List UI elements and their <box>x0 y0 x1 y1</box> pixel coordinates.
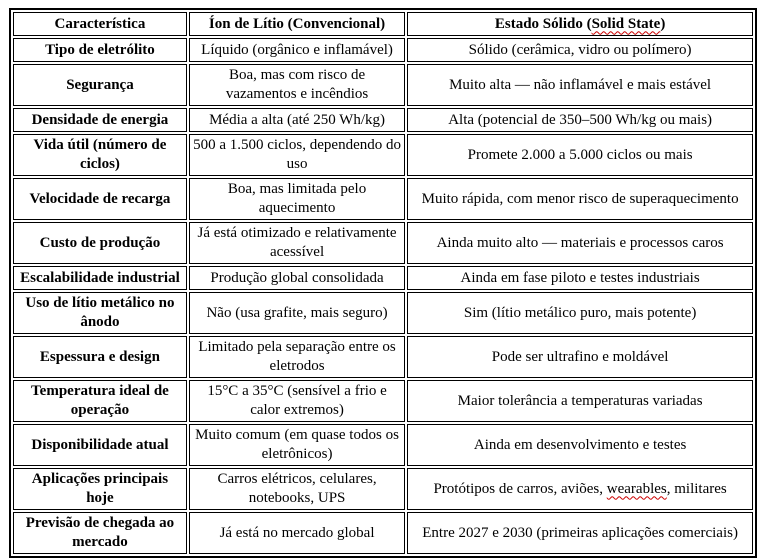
column-header-estado-solido <box>407 12 753 36</box>
lithium-cell: Média a alta (até 250 Wh/kg) <box>189 108 405 132</box>
solid-state-cell <box>407 468 753 510</box>
solid-state-cell: Muito alta — não inflamável e mais estável <box>407 64 753 106</box>
lithium-cell: 15°C a 35°C (sensível a frio e calor extremos) <box>189 380 405 422</box>
table-row <box>13 266 753 290</box>
table-row <box>13 292 753 334</box>
solid-state-cell: Sim (lítio metálico puro, mais potente) <box>407 292 753 334</box>
feature-cell: Vida útil (número de ciclos) <box>13 134 187 176</box>
feature-cell: Aplicações principais hoje <box>13 468 187 510</box>
lithium-cell: Muito comum (em quase todos os eletrônicos) <box>189 424 405 466</box>
feature-cell: Disponibilidade atual <box>13 424 187 466</box>
feature-cell: Segurança <box>13 64 187 106</box>
solid-state-cell: Alta (potencial de 350–500 Wh/kg ou mais) <box>407 108 753 132</box>
table-row <box>13 64 753 106</box>
solid-cell-prefix: Protótipos de carros, aviões, <box>433 480 607 497</box>
solid-state-cell: Muito rápida, com menor risco de superaquecimento <box>407 178 753 220</box>
lithium-cell: Boa, mas com risco de vazamentos e incêndios <box>189 64 405 106</box>
feature-cell: Custo de produção <box>13 222 187 264</box>
table-row <box>13 108 753 132</box>
solid-state-cell: Entre 2027 e 2030 (primeiras aplicações comerciais) <box>407 512 753 554</box>
feature-cell: Uso de lítio metálico no ânodo <box>13 292 187 334</box>
table-row <box>13 38 753 62</box>
table-row <box>13 512 753 554</box>
solid-cell-suffix: , militares <box>666 480 727 497</box>
lithium-cell: 500 a 1.500 ciclos, dependendo do uso <box>189 134 405 176</box>
lithium-cell: Limitado pela separação entre os eletrodos <box>189 336 405 378</box>
feature-cell: Escalabilidade industrial <box>13 266 187 290</box>
spellcheck-word-wearables: wearables <box>606 480 667 497</box>
header-solid-prefix: Estado Sólido ( <box>494 15 592 32</box>
feature-cell: Tipo de eletrólito <box>13 38 187 62</box>
lithium-cell: Produção global consolidada <box>189 266 405 290</box>
lithium-cell: Já está otimizado e relativamente acessível <box>189 222 405 264</box>
table-header-row <box>13 12 753 36</box>
lithium-cell: Já está no mercado global <box>189 512 405 554</box>
column-header-ion-litio: Íon de Lítio (Convencional) <box>189 12 405 36</box>
feature-cell: Temperatura ideal de operação <box>13 380 187 422</box>
table-row <box>13 468 753 510</box>
lithium-cell: Não (usa grafite, mais seguro) <box>189 292 405 334</box>
lithium-cell: Boa, mas limitada pelo aquecimento <box>189 178 405 220</box>
solid-state-cell: Sólido (cerâmica, vidro ou polímero) <box>407 38 753 62</box>
feature-cell: Velocidade de recarga <box>13 178 187 220</box>
table-row <box>13 134 753 176</box>
lithium-cell: Líquido (orgânico e inflamável) <box>189 38 405 62</box>
solid-state-cell: Maior tolerância a temperaturas variadas <box>407 380 753 422</box>
table-row <box>13 380 753 422</box>
header-solid-suffix: ) <box>660 15 666 32</box>
table-row <box>13 424 753 466</box>
solid-state-cell: Ainda em fase piloto e testes industriais <box>407 266 753 290</box>
table-row <box>13 336 753 378</box>
solid-state-cell: Promete 2.000 a 5.000 ciclos ou mais <box>407 134 753 176</box>
table-row <box>13 178 753 220</box>
feature-cell: Previsão de chegada ao mercado <box>13 512 187 554</box>
feature-cell: Espessura e design <box>13 336 187 378</box>
column-header-caracteristica: Característica <box>13 12 187 36</box>
table-row <box>13 222 753 264</box>
solid-state-cell: Ainda em desenvolvimento e testes <box>407 424 753 466</box>
comparison-table <box>9 8 757 558</box>
solid-state-cell: Ainda muito alto — materiais e processos caros <box>407 222 753 264</box>
spellcheck-word-solid-state: Solid State <box>591 15 661 32</box>
feature-cell: Densidade de energia <box>13 108 187 132</box>
solid-state-cell: Pode ser ultrafino e moldável <box>407 336 753 378</box>
lithium-cell: Carros elétricos, celulares, notebooks, UPS <box>189 468 405 510</box>
